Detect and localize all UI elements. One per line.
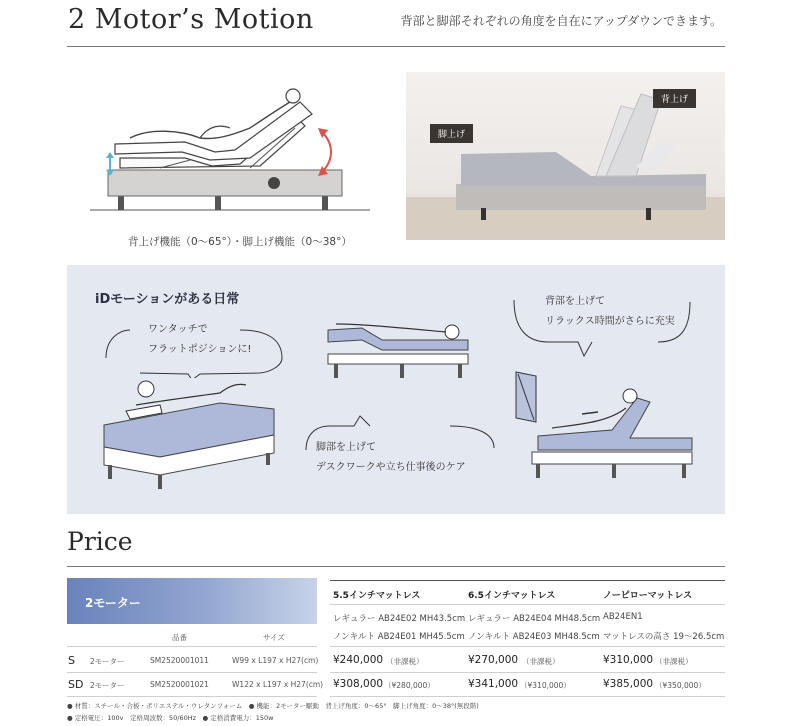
row-s-size: S: [68, 654, 75, 667]
header-size: サイズ: [263, 633, 285, 642]
model-band-label: 2モーター: [85, 596, 141, 610]
tag-back-raise: 背上げ: [653, 89, 696, 108]
row-sd-dims: W122 x L197 x H27(cm): [232, 680, 324, 689]
motion-caption: 背上げ機能（0〜65°）・脚上げ機能（0〜38°）: [128, 236, 352, 248]
header-divider: [67, 46, 725, 47]
left-row-line: [67, 646, 317, 647]
page-title: 2 Motor’s Motion: [68, 4, 314, 35]
flat-bed-illustration: [100, 375, 280, 490]
bubble-back-line2: リラックス時間がさらに充実: [545, 316, 675, 327]
left-row-line: [67, 696, 317, 697]
leg-raise-illustration: [322, 310, 472, 382]
bubble-leg-text: [316, 438, 466, 478]
bubble-flat-line1: ワンタッチで: [148, 324, 208, 335]
row-sd-code: SM2520001021: [150, 680, 209, 689]
tag-leg-raise: 脚上げ: [430, 124, 473, 143]
row-s-code: SM2520001011: [150, 656, 209, 665]
col-nopillow-price-sd-note: （¥350,000）: [655, 681, 706, 690]
col-65-price-sd-note: （¥310,000）: [520, 681, 571, 690]
table-row-line: [330, 672, 725, 673]
bubble-leg-line2: デスクワークや立ち仕事後のケア: [316, 462, 466, 473]
table-row-line: [330, 646, 725, 647]
left-row-line: [67, 672, 317, 673]
col-55-price-s-note: （非課税）: [386, 657, 424, 666]
col-55-line2: ノンキルト AB24E01 MH45.5cm: [333, 632, 465, 642]
table-row-line: [330, 696, 725, 697]
col-nopillow-price-sd: ¥385,000: [603, 678, 654, 690]
col-nopillow-price-s-note: （非課税）: [655, 657, 693, 666]
col-nopillow-name: ノーピローマットレス: [603, 591, 693, 601]
col-nopillow-line2: マットレスの高さ 19〜26.5cm: [603, 632, 725, 642]
bubble-back-text: [545, 292, 675, 332]
price-divider: [67, 566, 725, 567]
col-55-price-s: ¥240,000: [333, 654, 384, 666]
col-65-price-s-note: （非課税）: [522, 657, 560, 666]
col-65-line2: ノンキルト AB24E03 MH48.5cm: [468, 632, 600, 642]
col-55-name: 5.5インチマットレス: [333, 591, 421, 601]
bubble-flat-line2: フラットポジションに!: [148, 344, 252, 355]
col-65-price-sd: ¥341,000: [468, 678, 519, 690]
bubble-leg-line1: 脚部を上げて: [316, 442, 376, 453]
table-top-line: [330, 580, 725, 581]
spec-note-1: ● 材質：スチール・合板・ポリエステル・ウレタンフォーム ● 機能：2モーター駆動 背上げ角度：0〜65° 脚上げ角度：0〜38°(無段階): [67, 702, 479, 710]
spec-note-2: ● 定格電圧：100v 定格周波数：50/60Hz ● 定格消費電力：150w: [67, 714, 274, 722]
col-55-price-sd: ¥308,000: [333, 678, 384, 690]
bed-motion-illustration: [90, 88, 370, 218]
table-row-line: [330, 604, 725, 605]
col-65-name: 6.5インチマットレス: [468, 591, 556, 601]
back-raise-illustration: [512, 368, 697, 480]
col-55-line1: レギュラー AB24E02 MH43.5cm: [333, 614, 466, 624]
col-65-price-s: ¥270,000: [468, 654, 519, 666]
page-subtitle: 背部と脚部それぞれの角度を自在にアップダウンできます。: [400, 14, 722, 28]
id-motion-title: iDモーションがある日常: [95, 292, 240, 307]
bubble-flat-text: [148, 320, 251, 360]
row-s-type: 2モーター: [90, 657, 125, 666]
col-55-price-sd-note: （¥280,000）: [384, 681, 435, 690]
col-nopillow-line1: AB24EN1: [603, 612, 643, 622]
bubble-back-line1: 背部を上げて: [545, 296, 605, 307]
col-65-line1: レギュラー AB24E04 MH48.5cm: [468, 614, 601, 624]
row-s-dims: W99 x L197 x H27(cm): [232, 656, 319, 665]
price-title: Price: [67, 527, 133, 556]
col-nopillow-price-s: ¥310,000: [603, 654, 654, 666]
row-sd-size: SD: [68, 678, 84, 691]
row-sd-type: 2モーター: [90, 681, 125, 690]
header-code: 品番: [172, 633, 187, 642]
